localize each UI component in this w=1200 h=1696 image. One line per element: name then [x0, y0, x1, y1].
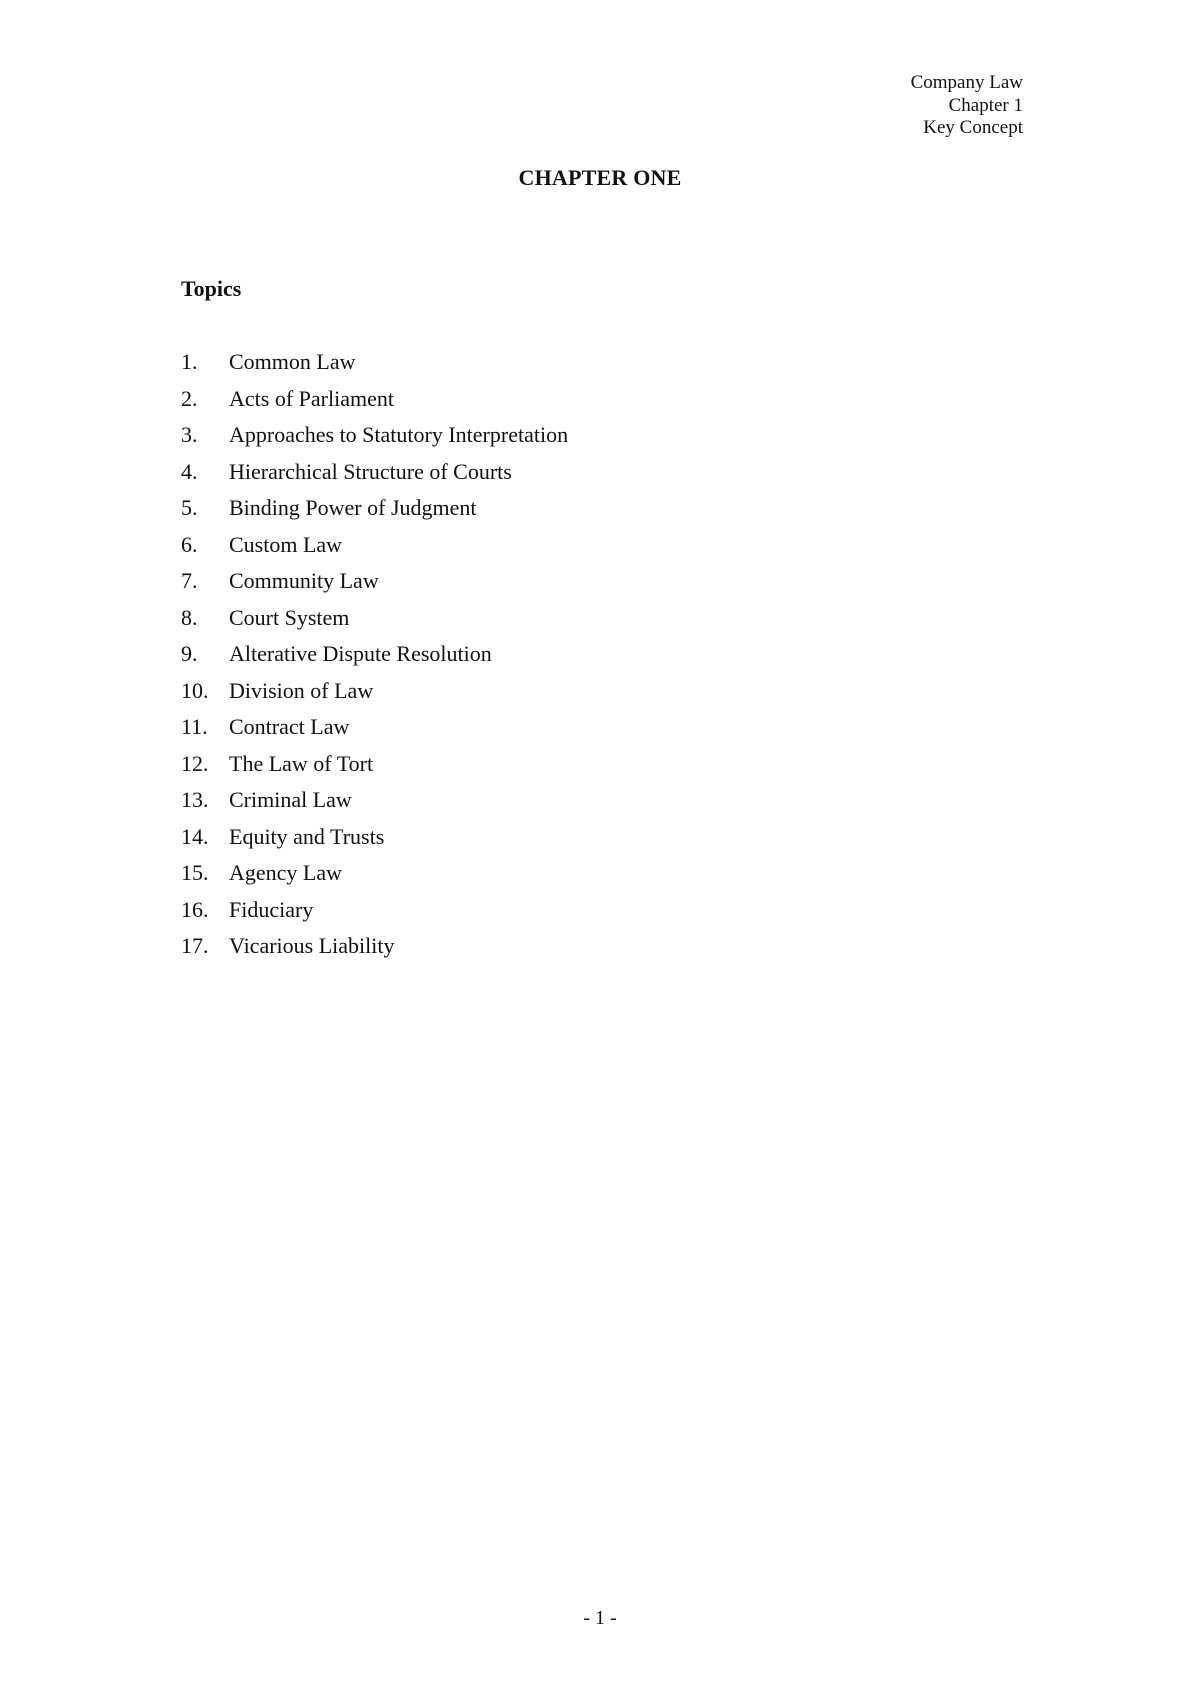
topic-item [181, 782, 568, 819]
topic-item [181, 563, 568, 600]
topic-label: Agency Law [229, 860, 343, 885]
topic-label: Fiduciary [229, 896, 314, 922]
topic-label: Criminal Law [229, 787, 352, 812]
topic-item [181, 381, 568, 418]
topic-label: Division of Law [229, 677, 374, 703]
topic-number: 10. [181, 677, 209, 703]
topic-number: 2. [181, 385, 198, 411]
topic-label: Acts of Parliament [229, 385, 394, 411]
topic-item [181, 746, 568, 783]
topics-heading: Topics [181, 276, 242, 301]
topic-label: Alterative Dispute Resolution [229, 641, 492, 666]
topic-label: Hierarchical Structure of Courts [229, 458, 512, 484]
topic-number: 4. [181, 458, 198, 484]
topic-number: 11. [181, 714, 208, 739]
chapter-title: CHAPTER ONE [518, 165, 682, 190]
topic-label: The Law of Tort [229, 750, 374, 776]
topic-number: 15. [181, 860, 209, 885]
topic-number: 3. [181, 422, 198, 447]
topic-item [181, 892, 568, 929]
topic-list [181, 344, 568, 965]
topic-number: 6. [181, 531, 198, 557]
topic-item [181, 709, 568, 746]
topic-number: 7. [181, 568, 198, 593]
topic-item [181, 855, 568, 892]
topic-label: Common Law [229, 349, 356, 374]
topic-label: Binding Power of Judgment [229, 495, 477, 520]
header-section: Key Concept [923, 117, 1023, 138]
topic-number: 12. [181, 750, 209, 776]
topic-number: 9. [181, 641, 198, 666]
topic-item [181, 344, 568, 381]
topic-item [181, 454, 568, 491]
running-header [783, 72, 1023, 140]
topic-label: Community Law [229, 568, 379, 593]
topic-item [181, 673, 568, 710]
topic-label: Vicarious Liability [229, 933, 395, 958]
topic-number: 1. [181, 349, 198, 374]
topic-item [181, 417, 568, 454]
topic-item [181, 636, 568, 673]
topic-item [181, 490, 568, 527]
topic-item [181, 928, 568, 965]
topic-label: Court System [229, 604, 350, 630]
topic-number: 8. [181, 604, 198, 630]
header-subject: Company Law [910, 72, 1023, 93]
topic-number: 14. [181, 823, 209, 849]
topic-number: 5. [181, 495, 198, 520]
header-chapter: Chapter 1 [948, 94, 1023, 116]
topic-item [181, 600, 568, 637]
topic-item [181, 819, 568, 856]
page-number: - 1 - [583, 1607, 617, 1629]
topic-label: Approaches to Statutory Interpretation [229, 422, 569, 447]
topic-number: 17. [181, 933, 209, 958]
topic-item [181, 527, 568, 564]
topic-number: 13. [181, 787, 209, 812]
topic-number: 16. [181, 896, 209, 922]
topic-label: Custom Law [229, 531, 343, 557]
topic-label: Contract Law [229, 714, 350, 739]
topic-label: Equity and Trusts [229, 823, 385, 849]
